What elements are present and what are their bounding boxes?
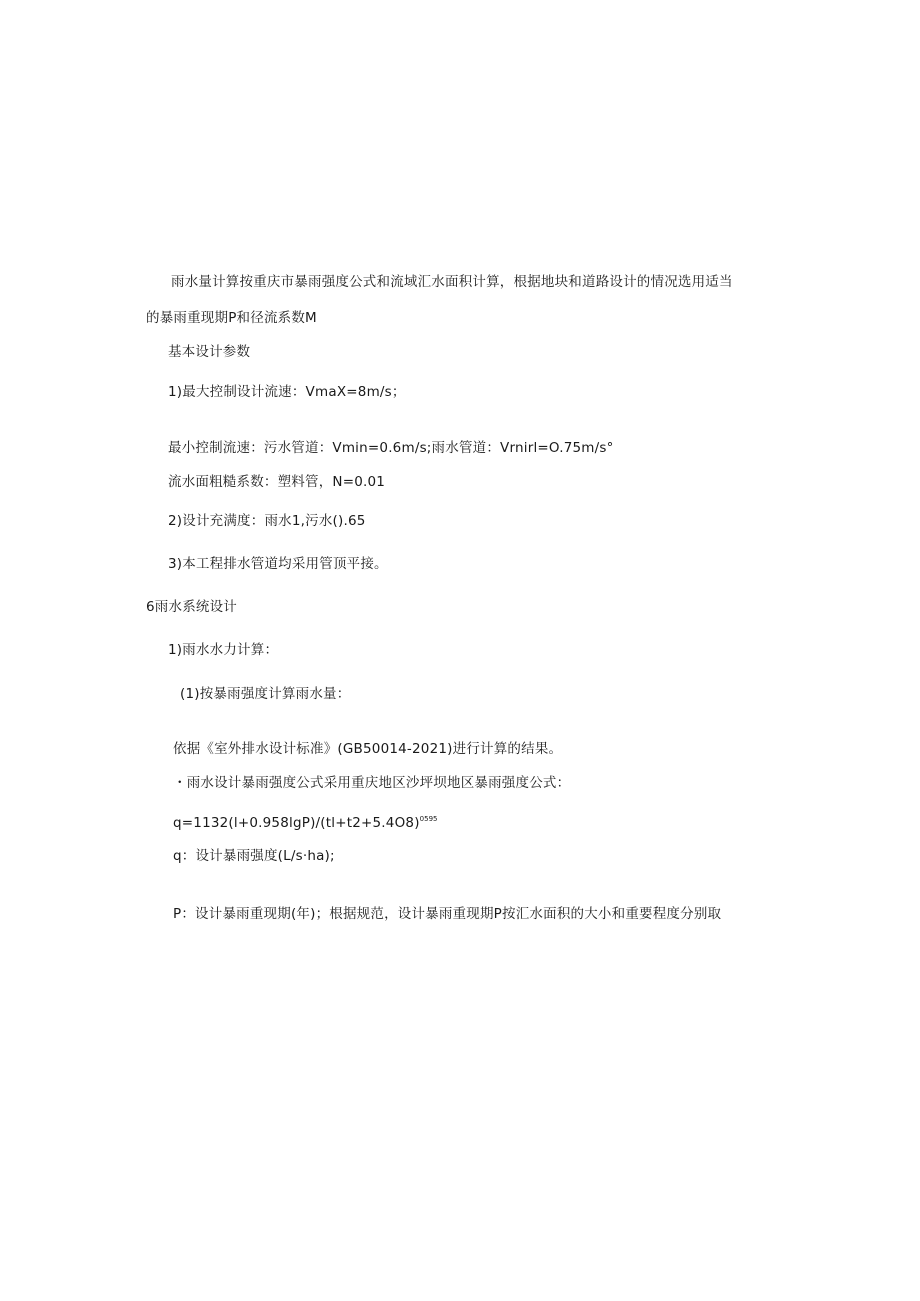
min-velocity-item: 最小控制流速：污水管道：Vmin=0.6m∕s;雨水管道：Vrnirl=O.75m∕s° [168, 440, 614, 456]
rain-intensity-calc-item: (1)按暴雨强度计算雨水量： [180, 686, 351, 702]
formula-main: q=1132(l+0.958lgP)/(tl+t2+5.4O8) [173, 815, 420, 831]
max-velocity-item: 1)最大控制设计流速：VmaX=8m/s； [168, 384, 406, 400]
section-6-heading: 6雨水系统设计 [146, 599, 237, 615]
connection-item: 3)本工程排水管道均采用管顶平接。 [168, 556, 388, 572]
intro-paragraph-line-2: 的暴雨重现期P和径流系数M [146, 310, 317, 326]
formula-intro-line: ・雨水设计暴雨强度公式采用重庆地区沙坪坝地区暴雨强度公式： [173, 775, 571, 791]
formula-exponent: 0595 [419, 815, 438, 823]
standard-basis-line: 依据《室外排水设计标准》(GB50014-2021)进行计算的结果。 [173, 741, 563, 757]
q-definition-line: q：设计暴雨强度(L∕s·ha); [173, 848, 335, 864]
hydraulic-calc-item: 1)雨水水力计算： [168, 642, 279, 658]
basic-params-heading: 基本设计参数 [168, 344, 251, 360]
rain-intensity-formula [173, 810, 438, 832]
fullness-item: 2)设计充满度：雨水1,污水().65 [168, 513, 366, 529]
roughness-item: 流水面粗糙系数：塑料管，N=0.01 [168, 474, 386, 490]
intro-paragraph-line-1: 雨水量计算按重庆市暴雨强度公式和流域汇水面积计算，根据地块和道路设计的情况选用适当 [171, 274, 733, 290]
p-definition-line: P：设计暴雨重现期(年)；根据规范，设计暴雨重现期P按汇水面积的大小和重要程度分别取 [173, 906, 722, 922]
